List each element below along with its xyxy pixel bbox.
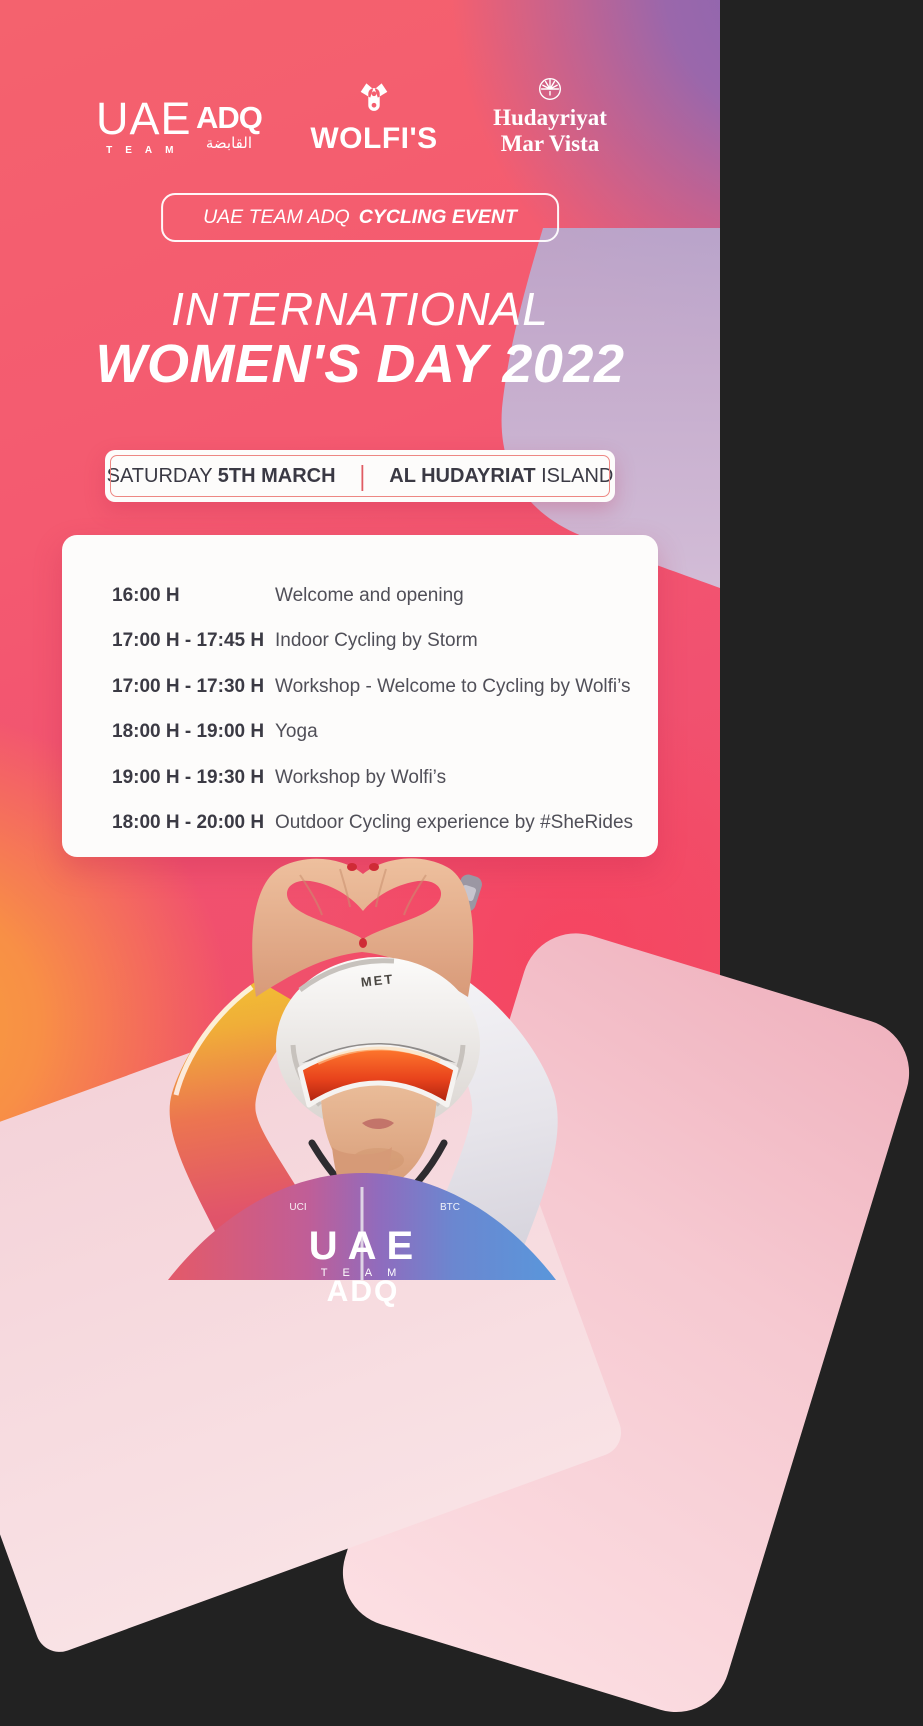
adq-arabic-text: القابضة xyxy=(205,134,252,152)
schedule-time: 18:00 H - 19:00 H xyxy=(112,721,265,743)
schedule-activity: Indoor Cycling by Storm xyxy=(275,630,478,652)
uae-team-logo xyxy=(96,93,192,156)
jersey-sub-text: TEAM xyxy=(320,1267,412,1279)
wolf-chain-icon xyxy=(355,83,393,116)
schedule-activity: Outdoor Cycling experience by #SheRides xyxy=(275,812,634,834)
title-line2: WOMEN'S DAY 2022 xyxy=(95,333,625,394)
schedule-activity: Workshop by Wolfi’s xyxy=(275,766,447,788)
badge-prefix: UAE TEAM ADQ xyxy=(203,206,350,228)
badge-emphasis: CYCLING EVENT xyxy=(358,206,517,228)
schedule-activity: Workshop - Welcome to Cycling by Wolfi’s xyxy=(275,675,631,697)
red-nail xyxy=(369,863,379,871)
jersey-main-text: UAE xyxy=(308,1224,424,1268)
wolfis-wordmark: WOLFI'S xyxy=(310,122,438,155)
event-badge xyxy=(161,193,559,242)
cyclist-photo xyxy=(0,855,720,1308)
schedule-card xyxy=(62,535,658,857)
schedule-row xyxy=(112,619,634,665)
event-date xyxy=(107,465,336,488)
helmet-brand-text: MET xyxy=(360,971,395,990)
schedule-row xyxy=(112,755,634,801)
schedule-row xyxy=(112,664,634,710)
location-suffix: ISLAND xyxy=(541,464,614,487)
title-line1: INTERNATIONAL xyxy=(171,283,549,335)
hudayriyat-line1: Hudayriyat xyxy=(493,105,607,130)
schedule-row xyxy=(112,710,634,756)
red-nail xyxy=(347,863,357,871)
uae-team-wordmark: UAE xyxy=(96,93,192,144)
schedule-row xyxy=(112,801,634,847)
red-nail xyxy=(359,938,367,948)
jersey-sponsor-left: UCI xyxy=(289,1202,307,1213)
event-day: SATURDAY xyxy=(106,464,213,487)
schedule-list xyxy=(112,573,634,846)
event-date-value: 5TH MARCH xyxy=(217,464,336,487)
wolfis-logo xyxy=(301,83,447,156)
jersey-bottom-text: ADQ xyxy=(326,1275,400,1308)
location-name: AL HUDAYRIAT xyxy=(389,464,536,487)
hudayriyat-line2: Mar Vista xyxy=(500,130,600,156)
logo-row xyxy=(0,0,720,180)
hudayriyat-logo xyxy=(476,77,624,157)
schedule-activity: Welcome and opening xyxy=(275,584,464,606)
separator: | xyxy=(359,459,366,491)
jersey-sponsor-right: BTC xyxy=(440,1202,460,1213)
event-location xyxy=(389,465,613,488)
schedule-time: 17:00 H - 17:45 H xyxy=(112,630,265,652)
event-info-bar xyxy=(105,450,615,502)
schedule-row xyxy=(112,573,634,619)
schedule-time: 16:00 H xyxy=(112,584,180,606)
schedule-time: 17:00 H - 17:30 H xyxy=(112,675,265,697)
adq-logo xyxy=(196,102,262,152)
page-title xyxy=(0,284,720,392)
decor-blob-top-right xyxy=(490,228,720,588)
schedule-time: 19:00 H - 19:30 H xyxy=(112,766,265,788)
uae-team-sub: TEAM xyxy=(106,145,187,156)
parasol-icon xyxy=(538,77,562,101)
schedule-time: 18:00 H - 20:00 H xyxy=(112,812,265,834)
schedule-activity: Yoga xyxy=(275,721,318,743)
adq-wordmark: ADQ xyxy=(196,100,262,135)
